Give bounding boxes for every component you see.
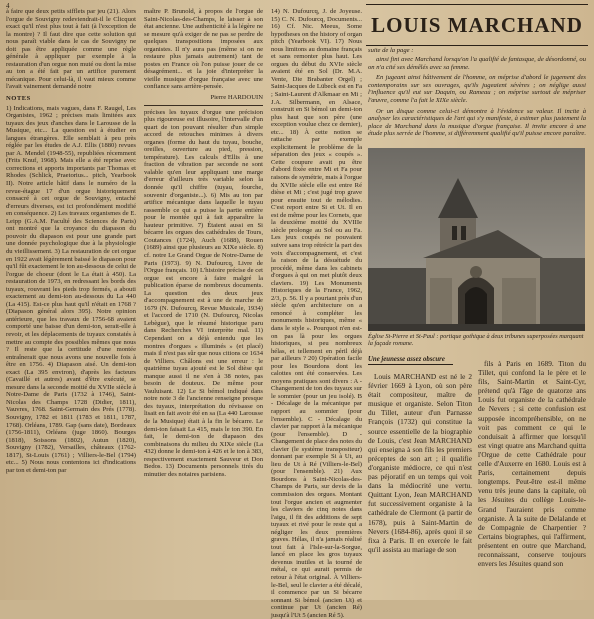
column-3 — [271, 8, 363, 619]
church-illustration — [368, 148, 585, 331]
body-paragraph: fils à Paris en 1689. Titon du Tillet, qui confond la le père et le fils, Saint-Martin et Saint-Cyr, prétend qu'à l'âge de quatorze ans Louis fut organiste de la cathédrale de Nevers ; si cette confusion est supposée incompréhensible, on ne voit pas comment ce qui le conduisait à affirmer que lorsqu'il est vingt quatre ans Marchand quitta l'Orgue de cette Cathédrale pour celle d'Auxerre en 1680. Louis est à Paris, certainement depuis longtemps. Peut-être est-il même venu très jeune dans la capitale, où les Jésuites du collège Louis-le-Grand l'auraient pris comme organiste. À la suite de Delalande et de Compagnie de Charpentier ? Certains biographes, qui l'affirment, présentent en outre que Marchand, reconnaissant, conserve toujours envers les Jésuites quand son — [478, 359, 586, 569]
article-body-col-b — [478, 359, 586, 598]
column-1 — [6, 8, 136, 598]
author-signature: Pierre HARDOUIN — [210, 94, 263, 102]
article-title-box — [366, 4, 588, 46]
article-end-paragraph: à faire que deux petits sifflets par jeu (21). Alors l'orgue de Souvigny redeviendrait-il le Clicquot exact qu'il n'est plus tout à fait (à l'exception de la montre) ? Il faut dire que cette solution qui nous paraît viable dans le cas de Souvigny ne doit pas être appliquée comme une règle générale à appliquer par exemple à la restauration d'un orgue non muté ou dont la mise au ton a été fait par un artifice purement mécanique. Pour celui-là, il vaut mieux comme l'avait vainement demandé notre — [6, 8, 136, 91]
church-photo — [368, 148, 585, 331]
photo-caption: Église St-Pierre et St-Paul : portique gothique à deux tribunes superposées marquant la façade romane. — [368, 333, 584, 348]
continued-label: suite de la page : — [368, 47, 414, 54]
article-intro — [368, 56, 586, 141]
column-2 — [144, 8, 263, 598]
notes-heading: NOTES — [6, 95, 31, 103]
notes-text: 1) Indications, mais vagues, dans F. Raugel, Les Organistes, 1962 ; précises mais limitées aux tuyaux des jeux d'anches dans le Larousse de la Musique, etc... La question est à étudier en langues étrangères. Elle semblait à peu près réglée par les études de A.J. Ellis (1880) revues par A. Mendel (1948-55), republiées récemment (Frits Knuf, 1968). Mais elle a été reprise avec corrections et apports importants par Thomas et Rhodes (Schlick, Praetorius... pitch, Yearbook II). Notre article hâtif dans le numéro de la revue-étague 17 d'un orgue historiquement consacré à cet orgue de Souvigny, entaché d'erreurs diverses, est ici profondément modifié en conséquence. 2) Les travaux organismes de E. Leipp (G.A.M. Faculté des Sciences de Paris) ont montré que la croyance du diapason du pouvoir du diapason est pour une grande part une donnée psychologique due à la physiologie du vieillissement. 3) La restauration de cet orgue en 1922 avait légèrement baissé le diapason pour qu'il fût exactement le ton au-dessous de celui de l'orgue de choeur (dont le La était à 450). La restauration de 1973, en redressant les bords des tuyaux, rouvrant les pieds trop fermés, a abouti exactement au demi-ton au-dessous du La 440 (La 415). Est-ce plus haut qu'il n'était en 1768 ? (Diapason général alors 395). Notre opinion antérieure, que les travaux de 1756-68 avaient comporté une baisse d'un demi-ton, serait-elle à revoir, et les déplacements de tuyaux constatés à mettre au compte des possibles mêmes que nous ? Il reste que la certitude d'une montée entraînerait que nous avons une nouvelle fois à être en 1756. 4) Diapason aisé. Un demi-ton exact (La 395 environ), d'après les facteurs (Cavaillé et autres) avant d'être exécuté, se mesure dans la seconde moitié du XVIIe siècle à Notre-Dame de Paris (1732 à 1746), Saint-Nicolas des Champs 1728 (Didier, 1811), Vauvres, 1768. Saint-Germain des Prés (1778). Souvigny, 1782 et 1811 (1783 et 1811, 1787, 1768). Orléans, 1789. Gap (sans date), Bordeaux (1756-1811), Orléans (juge 1860). Bourges (1818), Soissons (1802), Autun (1820), Souvigny (1782), Versailles, châteaux (1762-1817), St-Louis (1761) ; Villiers-le-Bel (1794) etc... 5) Nous nous contentons ici d'indications par ton et demi-ton par — [6, 104, 136, 474]
intro-paragraph: Or un disque comme celui-ci démontre à l'évidence sa valeur. Il incite à analyser les caractéristiques de l'art qui s'y manifeste, à estimer plus justement la place de Marchand dans la musique d'orgue française. Il invite encore à une étude plus serrée de l'homme, si différemment qualifié qu'il puisse encore paraître. — [368, 107, 586, 138]
intro-paragraph: En jugeant ainsi hâtivement de l'homme, on méprise d'abord le jugement des contemporains sur ses ouvrages, qu'ils jugeaient sévères ; on néglige aussi l'influence qu'il eut sur Daquin, ou Rameau ; on méprise surtout de mépriser l'œuvre, comme l'a fait le XIXe siècle. — [368, 74, 586, 104]
article-title: LOUIS MARCHAND — [371, 12, 583, 37]
article-conclusion: maître P. Brunold, à propos de l'orgue de Saint-Nicolas-des-Champs, le laisser à son état ancienne. Une authenticité à la légère ne se mesure qu'à exiger de ne pas se perdre de quelques transpositions imposées aux organistes. Il n'y aura pas (même si on ne restaure plus jamais autrement) tant de postes en France où l'on puisse jouer de ce désagrément... et la joie d'interpréter la vieille musique d'orgue française avec une confiance sans arrière-pensée. — [144, 8, 263, 91]
section-subtitle: Une jeunesse assez obscure — [368, 356, 453, 365]
notes-continued-2: 14) N. Dufourcq, J. de Joyeuse. 15) C. N. Dufourcq, Documents... 16) Cf. Nic. Meeus, Some hypotheses on the history of organ pitch (Yearbook VI). 17) Nous nous limitons au domaine français et sans remonter plus haut. Les orgues du début du XVIe siècle avaient été en Sol (Dr. M.A. Vente, Die Brabanter Orgel) ; Saint-Jacques de Lübeck est en Fa ; Saint-Laurent d'Alkmaar en Mi ; J.A. Silbermann, en Alsace, construit en Si bémol un demi-ton plus haut que son père (une exception voulue chez ce dernier), etc... 18) À cette notion se rattache par exemple explicitement le problème de la séparation des jeux « coupés ». Cette coupure avait pu être d'abord fixée entre Mi et Fa pour raisons de symétrie, mais à l'orgue du XVIIe siècle elle est entre Ré dièse et Mi ; c'est jugé trop grave pour ensuite tout de mélodies. C'est report entre Si et Ut. Il en est de même pour les Cornets, que la deuxième moitié du XVIIIe siècle prolonge au Sol ou au Fa. Les jeux coupés ne pouvaient suivre sans trop rétrécir la part des voix d'accompagnement, et c'est la raison de la désuétude du procédé, même dans les cabinets d'orgues à qui on met plutôt deux claviers. 19) Les Monuments Historiques de la France, 1962, 2/3, p. 56. Il y a pourtant près d'un siècle qu'en architecture on a renoncé à compléter les monuments historiques, même « dans le style ». Pourquoi n'en est-on pas là pour les orgues historiques, si peu nombreux hélas, et tellement en péril déjà par ailleurs ? 20) Opération facile pour les Bourdons dont les calottes ont été conservées. Les moyens pratiques sont divers : A - Changement de ton des tuyaux sur le sommier (pour un jeu isolé). B - Décalage de la mécanique par rapport au sommier (pour l'ensemble). C - Décalage du clavier par rapport à la mécanique (pour l'ensemble). D - Changement de place des notes du clavier (le système transpositeur) donnant par exemple Si à Ut, au lieu de Ut à Ré (Villiers-le-Bel) (pour l'ensemble). 21) Aux Bourdons à Saint-Nicolas-des-Champs de Paris, sur devis de la commission des orgues. Montant tout l'orgue ancien et augmenter les claviers de cinq notes dans l'aigu, il fit des additions de sept tuyaux et rivé pour le reste qui a négliger les deux premières graves. Hélas, il n'a jamais réalisé tout fait à l'Isle-sur-la-Sorgue, lancé en place les gros tuyaux devenus inutiles et la tourné de métal, ce qui aurait permis de retour à l'état original. À Villiers-le-Bel, seul le clavier a été décalé, il commence par un Si bécarre sonnant Si bémol (ancien Ut) et continue par Ut (ancien Ré) jusqu'à l'Ut 5 (ancien Ré 5). — [271, 8, 363, 619]
article-body-col-a — [368, 372, 472, 598]
intro-paragraph: ainsi fini avec Marchand lorsqu'on l'a qualifié de fantasque, de désordonné, ou on n'a cité ses démêlés avec sa femme. — [368, 56, 586, 71]
divider — [144, 105, 263, 106]
page-number: 4 — [6, 2, 10, 10]
notes-continued: précises les tuyaux d'orgue une précision plus rigoureuse est illusoire, l'intervalle d'un quart de ton pouvant résulter d'un simple accord de retouches minimes à divers organes (forme du haut du tuyau, bouche, oreilles, ouverture au pied, pression, température). Les calculs d'Ellis à une fraction de vibration par seconde ne sont valable qu'en leur appliquant une marge d'erreur d'ailleurs très variable selon la donnée qu'il chiffre (tuyau, fourche, souvenir d'organiste...). 6) Mis au ton par artifice mécanique dans laquelle le tuyau rassemble ce qui a puisse la partie entière pour le montée qui à fait apparaître la hauteur primitive. 7) Étaient aussi en Si bécarre les orgues des cathédrales de Tours, Coutances (1724), Auch (1688), Rouen (1689) ainsi que plusieurs au XIXe siècle. 8) cf. notre Le Grand Orgue de Notre-Dame de Paris (1973). 9) N. Dufourcq, Livre de l'Orgue français. 10) L'histoire précise de cet orgue est encore à faire malgré la publication éparse de nombreux documents. La question des deux jeux d'accompagnement est à une de marche de 1679 (N. Dufourcq, Revue Musicale, 1934) et l'accord de 1710 (N. Dufourcq, Nicolas Lebègue), que le résumé historique paru dans Recherches VI interprète mal. 11) Cependant on a déjà entendu que les montres d'orgues « illuminés » (et placé) mais il n'est pas sûr que nous citions ce 1634 de Villiers. Châlons est une erreur : le quatrième tuyau ajouté est le Sol dièse qui manque aussi il ne s'en à 38 notes, pas besoin de douteux. De même pour Vauluisant. 12) Le Si bémol indiqué dans notre note 3 de l'ancienne renseigne presque des tuyaux, interprétation du révisasse on lisait en fait avoir été en sa (La 440 Larousse de la Musique) était à la fin le bécarre. Le demi-ton faisait La 415, mais le ton 390. En fait, le demi-ton de diapason des combinaisons du milieu du XIXe siècle (La 432) donne le demi-ton à 426 et le ton à 383, respectivement exactement Sauveur et Don Bedos. 13) Documents personnels tirés du minutier des notaires parisiens. — [144, 108, 263, 478]
body-paragraph: Louis MARCHAND est né le 2 février 1669 à Lyon, où son père était compositeur, maître de musique et organiste. Selon Titon du Tillet, auteur d'un Parnasse François (1732) qui constitue la source essentielle de la biographie de Louis, c'est Jean MARCHAND qui enseigna à son fils les premiers préceptes de son art ; il qualifie d'organiste médiocre, ce qui n'est pas péjoratif en un temps qui voit dans la médiocrité une vertu. Quittant Lyon, Jean MARCHAND fut successivement organiste à la cathédrale de Clermont (à partir de 1678), puis à Saint-Martin de Nevers (1684-86), après quoi il se fixa à Paris. Il en exercée le fait qu'il assista au mariage de son — [368, 372, 472, 554]
